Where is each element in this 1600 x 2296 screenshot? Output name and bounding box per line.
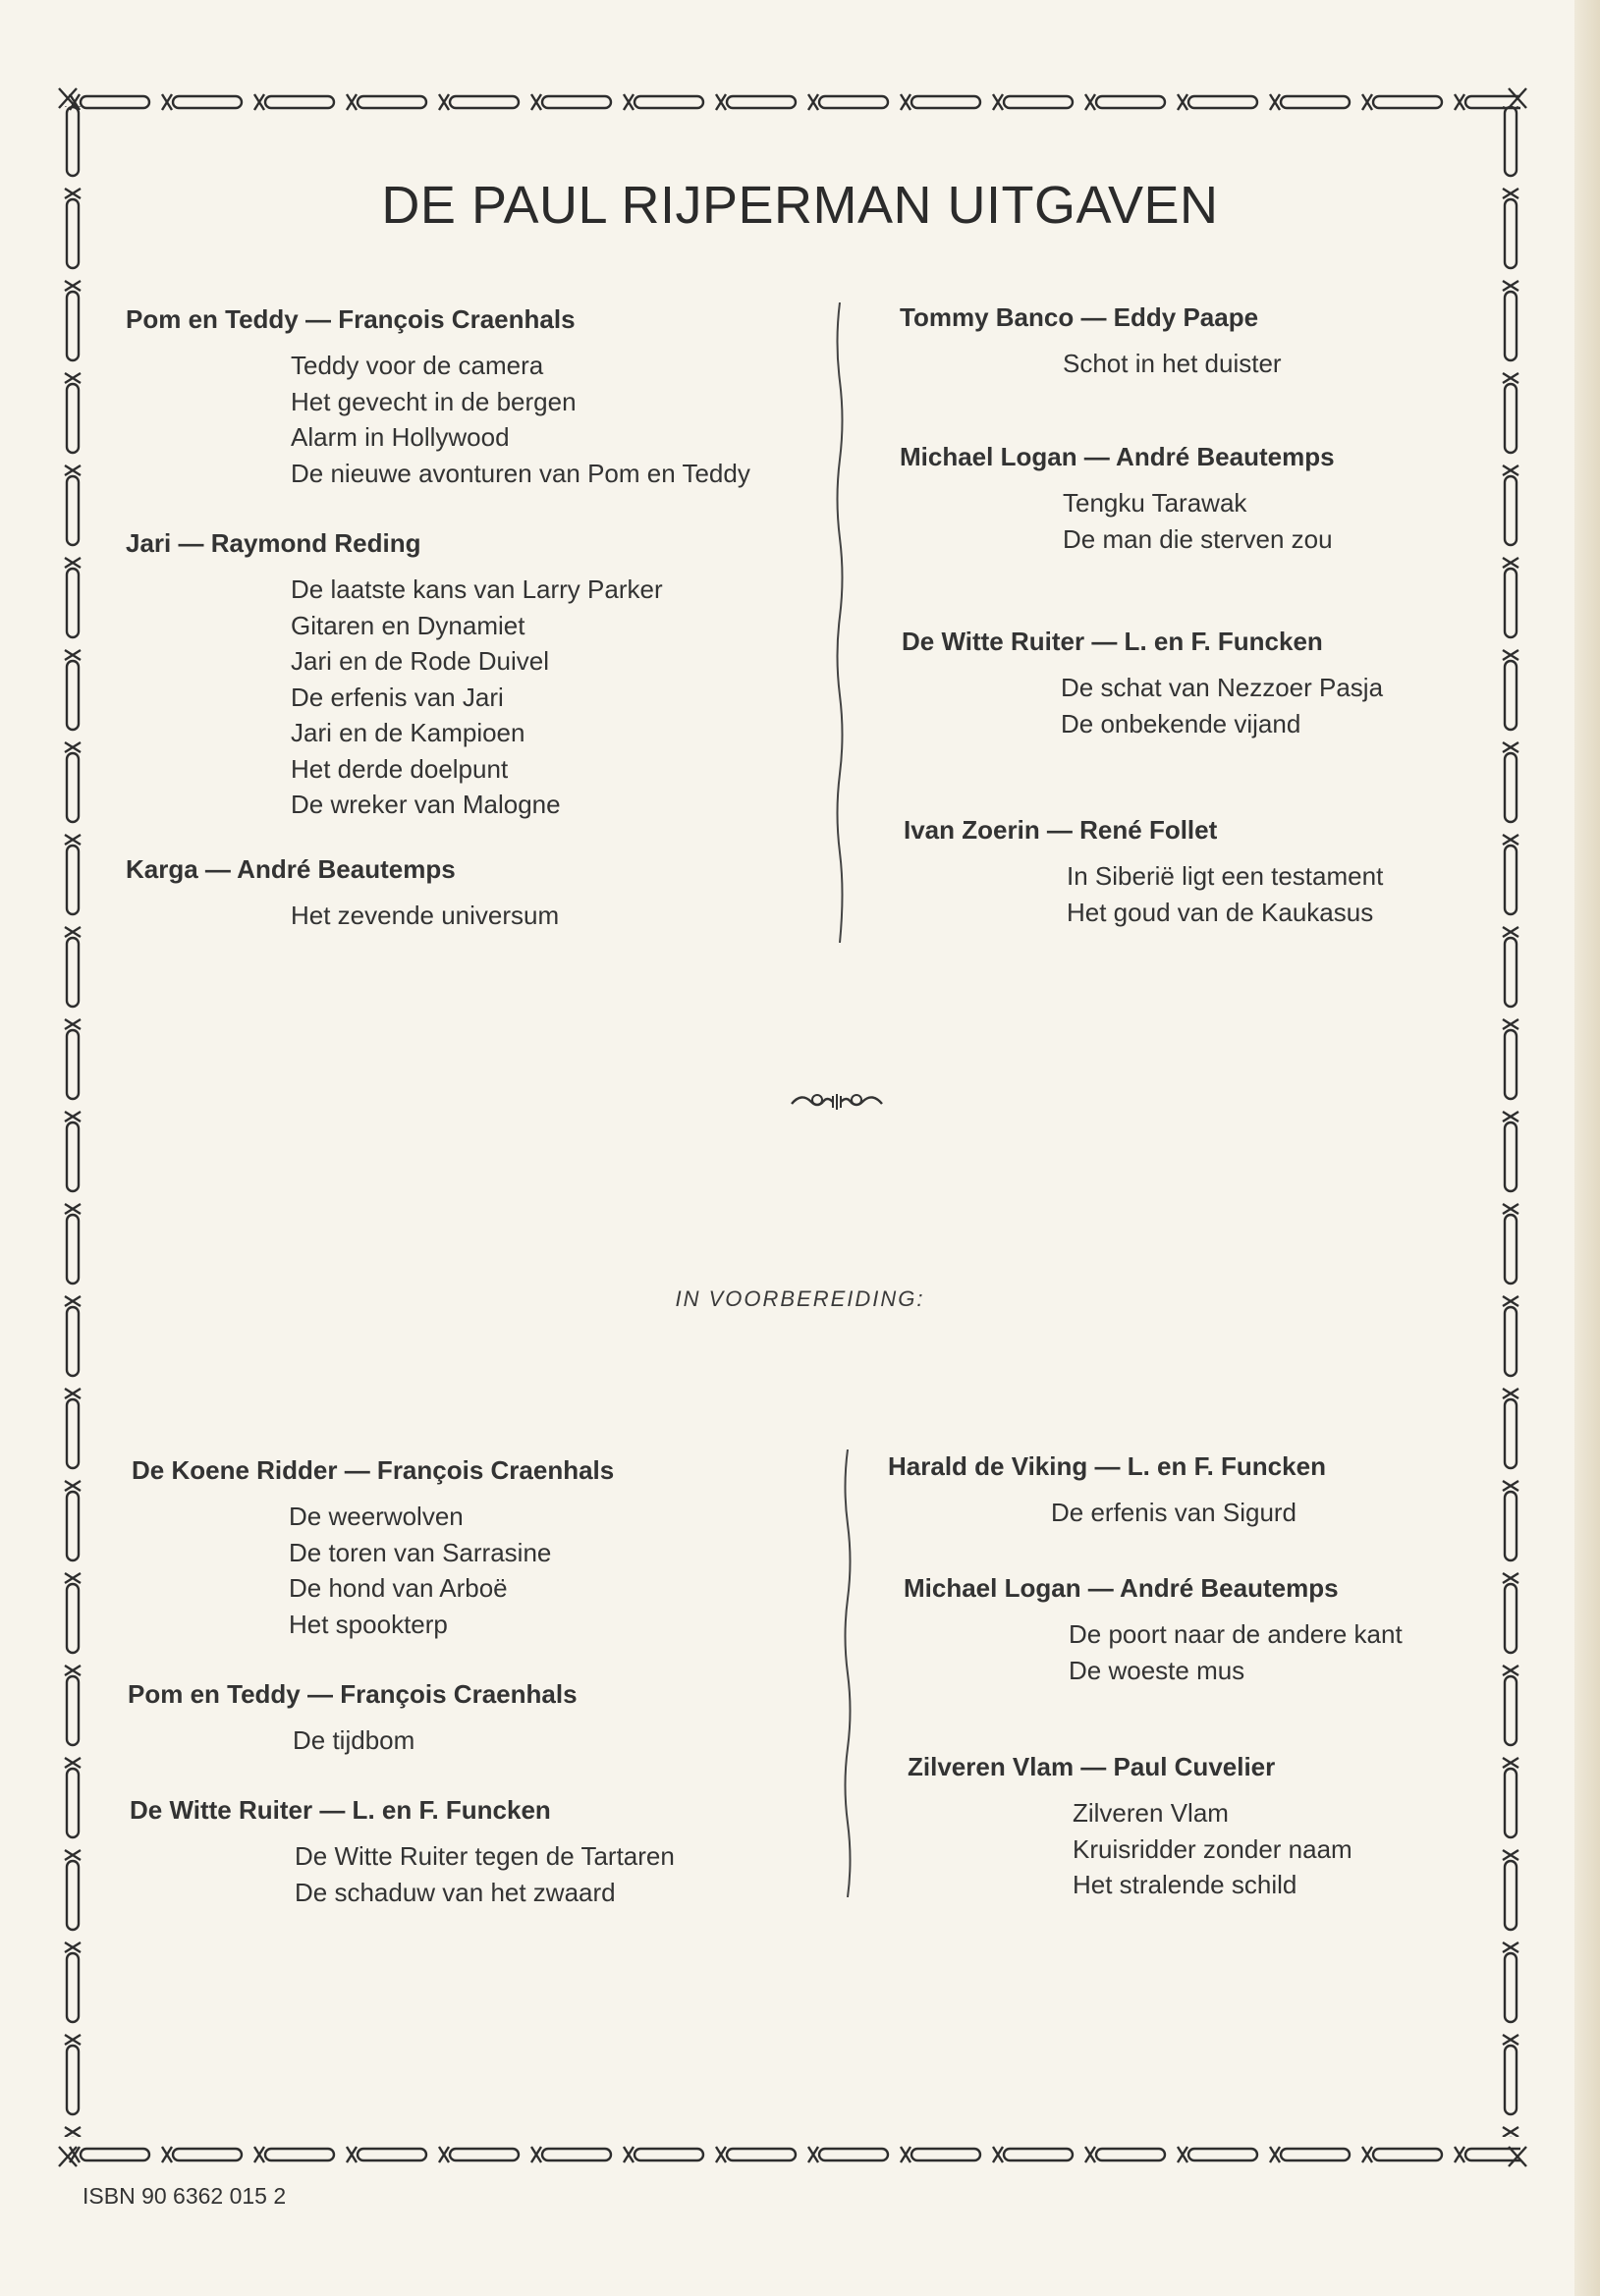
list-item: Het goud van de Kaukasus [1067, 897, 1374, 927]
series-entry [128, 1677, 578, 1759]
title-list [291, 572, 663, 823]
series-heading: Pom en Teddy — François Craenhals [128, 1679, 578, 1709]
list-item: De woeste mus [1069, 1655, 1245, 1685]
series-entry [126, 526, 663, 823]
title-list [293, 1722, 578, 1759]
list-item: De weerwolven [289, 1502, 464, 1531]
series-heading: Karga — André Beautemps [126, 854, 456, 884]
list-item: De hond van Arboë [289, 1573, 508, 1603]
series-heading: Ivan Zoerin — René Follet [904, 815, 1218, 845]
series-entry [888, 1449, 1326, 1531]
list-item: Tengku Tarawak [1063, 488, 1247, 518]
list-item: De Witte Ruiter tegen de Tartaren [295, 1841, 675, 1871]
series-heading: De Witte Ruiter — L. en F. Funcken [902, 627, 1323, 656]
list-item: De erfenis van Sigurd [1051, 1498, 1297, 1527]
series-entry [900, 440, 1335, 557]
list-item: De schat van Nezzoer Pasja [1061, 673, 1384, 702]
list-item: De nieuwe avonturen van Pom en Teddy [291, 458, 750, 488]
list-item: De wreker van Malogne [291, 790, 561, 819]
isbn-number: ISBN 90 6362 015 2 [83, 2183, 287, 2209]
title-list [289, 1499, 614, 1642]
series-heading: Jari — Raymond Reding [126, 528, 421, 558]
list-item: De poort naar de andere kant [1069, 1619, 1403, 1649]
series-entry [126, 302, 750, 491]
list-item: In Siberië ligt een testament [1067, 861, 1384, 891]
list-item: De laatste kans van Larry Parker [291, 574, 663, 604]
list-item: Jari en de Kampioen [291, 718, 525, 747]
series-entry [904, 813, 1383, 930]
series-entry [900, 301, 1282, 382]
series-heading: Tommy Banco — Eddy Paape [900, 302, 1259, 332]
series-entry [132, 1453, 614, 1642]
title-list [1063, 346, 1282, 382]
page-title: DE PAUL RIJPERMAN UITGAVEN [381, 176, 1219, 236]
list-item: De toren van Sarrasine [289, 1537, 552, 1567]
list-item: Het stralende schild [1073, 1870, 1297, 1899]
series-heading: Zilveren Vlam — Paul Cuvelier [908, 1752, 1276, 1781]
series-heading: Michael Logan — André Beautemps [904, 1573, 1339, 1603]
series-entry [130, 1793, 675, 1910]
series-heading: Harald de Viking — L. en F. Funcken [888, 1451, 1326, 1481]
series-heading: Michael Logan — André Beautemps [900, 442, 1335, 471]
list-item: Alarm in Hollywood [291, 422, 510, 452]
title-list [291, 348, 750, 491]
title-list [1069, 1616, 1403, 1688]
title-list [1061, 670, 1383, 741]
in-preparation-heading: IN VOORBEREIDING: [675, 1286, 925, 1311]
list-item: Gitaren en Dynamiet [291, 610, 525, 640]
list-item: De schaduw van het zwaard [295, 1877, 616, 1907]
list-item: Teddy voor de camera [291, 351, 544, 380]
series-heading: De Koene Ridder — François Craenhals [132, 1455, 615, 1485]
series-heading: Pom en Teddy — François Craenhals [126, 304, 576, 334]
list-item: De man die sterven zou [1063, 523, 1333, 554]
series-entry [902, 625, 1383, 741]
title-list [291, 898, 559, 934]
list-item: De erfenis van Jari [291, 682, 504, 712]
series-entry [908, 1750, 1352, 1903]
list-item: Het derde doelpunt [291, 753, 509, 784]
list-item: Zilveren Vlam [1073, 1798, 1229, 1828]
list-item: De tijdbom [293, 1725, 415, 1755]
list-item: Schot in het duister [1063, 349, 1282, 378]
ornament-icon [788, 1088, 886, 1116]
column-divider [841, 1449, 855, 1897]
series-entry [126, 852, 559, 934]
series-heading: De Witte Ruiter — L. en F. Funcken [130, 1795, 551, 1825]
series-entry [904, 1571, 1403, 1688]
title-list [1063, 485, 1335, 557]
list-item: Jari en de Rode Duivel [291, 646, 550, 676]
list-item: Het gevecht in de bergen [291, 386, 577, 416]
list-item: Kruisridder zonder naam [1073, 1833, 1352, 1864]
list-item: Het spookterp [289, 1609, 448, 1639]
list-item: De onbekende vijand [1061, 708, 1301, 738]
list-item: Het zevende universum [291, 901, 560, 930]
column-divider [833, 302, 847, 943]
title-list [295, 1838, 675, 1910]
title-list [1051, 1495, 1326, 1531]
title-list [1067, 858, 1383, 930]
title-list [1073, 1795, 1352, 1903]
